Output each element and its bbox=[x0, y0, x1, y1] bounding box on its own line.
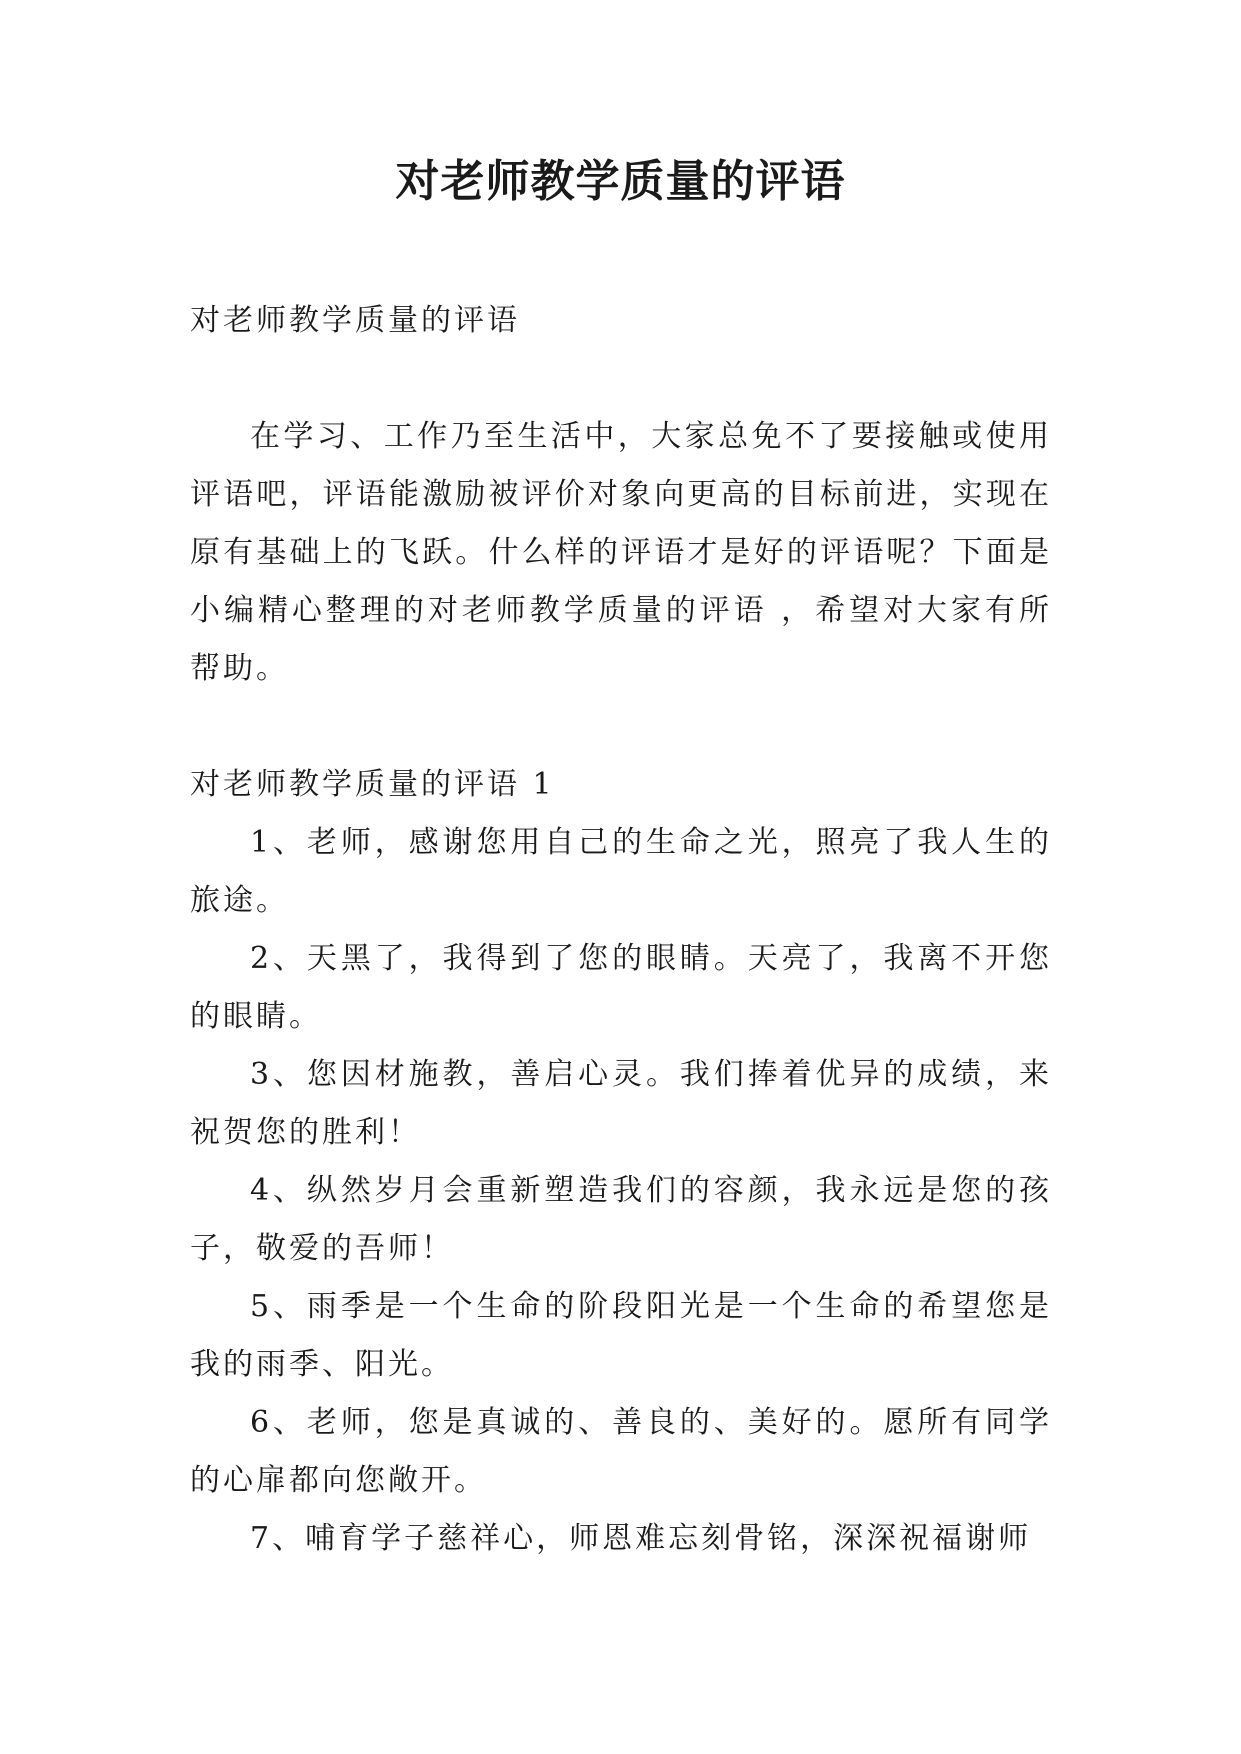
list-item: 7、哺育学子慈祥心，师恩难忘刻骨铭，深深祝福谢师 bbox=[250, 1521, 1032, 1556]
list-item: 4、纵然岁月会重新塑造我们的容颜，我永远是您的孩子，敬爱的吾师！ bbox=[190, 1173, 1052, 1266]
document-subtitle: 对老师教学质量的评语 bbox=[190, 303, 520, 338]
paragraph-spacer bbox=[190, 350, 1052, 408]
document-body bbox=[190, 292, 1052, 1568]
list-item: 3、您因材施教，善启心灵。我们捧着优异的成绩，来祝贺您的胜利！ bbox=[190, 1057, 1052, 1150]
paragraph-spacer bbox=[190, 698, 1052, 756]
intro-paragraph: 在学习、工作乃至生活中，大家总免不了要接触或使用评语吧，评语能激励被评价对象向更高的目标前进，实现在原有基础上的飞跃。什么样的评语才是好的评语呢？下面是小编精心整理的对老师教学质量的评语 ，希望对大家有所帮助。 bbox=[190, 419, 1052, 686]
list-item: 6、老师，您是真诚的、善良的、美好的。愿所有同学的心扉都向您敞开。 bbox=[190, 1405, 1052, 1498]
list-item: 1、老师，感谢您用自己的生命之光，照亮了我人生的旅途。 bbox=[190, 825, 1052, 918]
document-title: 对老师教学质量的评语 bbox=[395, 156, 846, 207]
list-item: 5、雨季是一个生命的阶段阳光是一个生命的希望您是我的雨季、阳光。 bbox=[190, 1289, 1052, 1382]
list-item: 2、天黑了，我得到了您的眼睛。天亮了，我离不开您的眼睛。 bbox=[190, 941, 1052, 1034]
section-heading: 对老师教学质量的评语 1 bbox=[190, 767, 555, 802]
